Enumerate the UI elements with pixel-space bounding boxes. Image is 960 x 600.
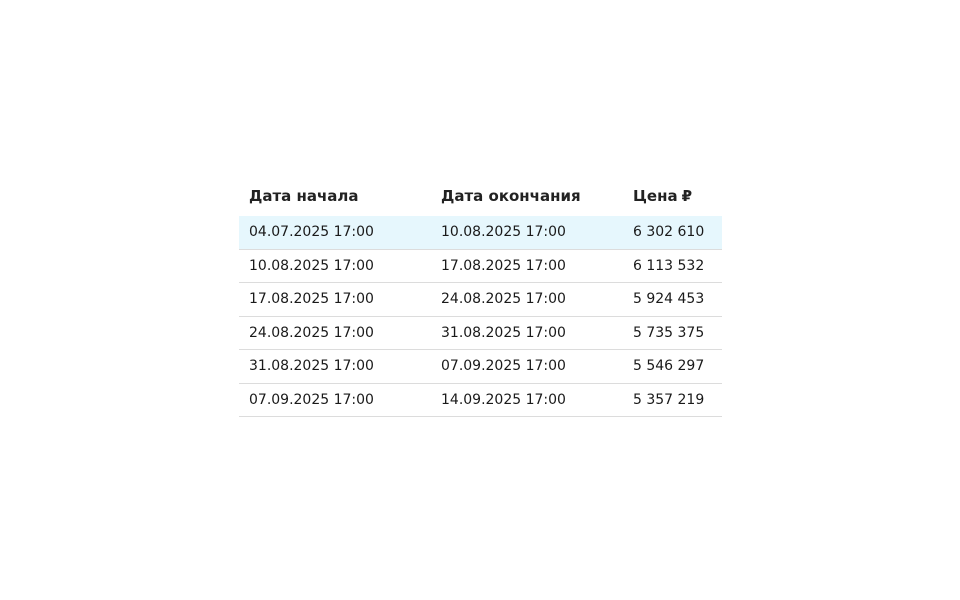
end-date-cell: 17.08.2025 17:00 — [441, 257, 566, 274]
start-date-cell: 04.07.2025 17:00 — [249, 224, 374, 241]
price-cell: 6 113 532 — [633, 257, 705, 274]
price-cell: 6 302 610 — [633, 224, 705, 241]
price-cell: 5 357 219 — [633, 391, 705, 408]
table-row — [239, 350, 722, 384]
end-date-cell: 24.08.2025 17:00 — [441, 291, 566, 308]
start-date-cell: 07.09.2025 17:00 — [249, 391, 374, 408]
table-row — [239, 216, 722, 250]
price-cell: 5 735 375 — [633, 324, 705, 341]
table-row — [239, 384, 722, 418]
table-row — [239, 250, 722, 284]
column-header-start-date: Дата начала — [249, 187, 359, 205]
start-date-cell: 24.08.2025 17:00 — [249, 324, 374, 341]
table-row — [239, 317, 722, 351]
end-date-cell: 14.09.2025 17:00 — [441, 391, 566, 408]
price-cell: 5 546 297 — [633, 358, 705, 375]
column-header-end-date: Дата окончания — [441, 187, 581, 205]
table-row — [239, 283, 722, 317]
end-date-cell: 31.08.2025 17:00 — [441, 324, 566, 341]
start-date-cell: 10.08.2025 17:00 — [249, 257, 374, 274]
price-cell: 5 924 453 — [633, 291, 705, 308]
start-date-cell: 17.08.2025 17:00 — [249, 291, 374, 308]
end-date-cell: 07.09.2025 17:00 — [441, 358, 566, 375]
start-date-cell: 31.08.2025 17:00 — [249, 358, 374, 375]
price-schedule-table — [239, 178, 722, 417]
table-header — [239, 178, 722, 216]
end-date-cell: 10.08.2025 17:00 — [441, 224, 566, 241]
column-header-price — [623, 187, 722, 205]
column-header-price-label: Цена — [633, 187, 678, 205]
ruble-icon: ₽ — [681, 187, 693, 205]
